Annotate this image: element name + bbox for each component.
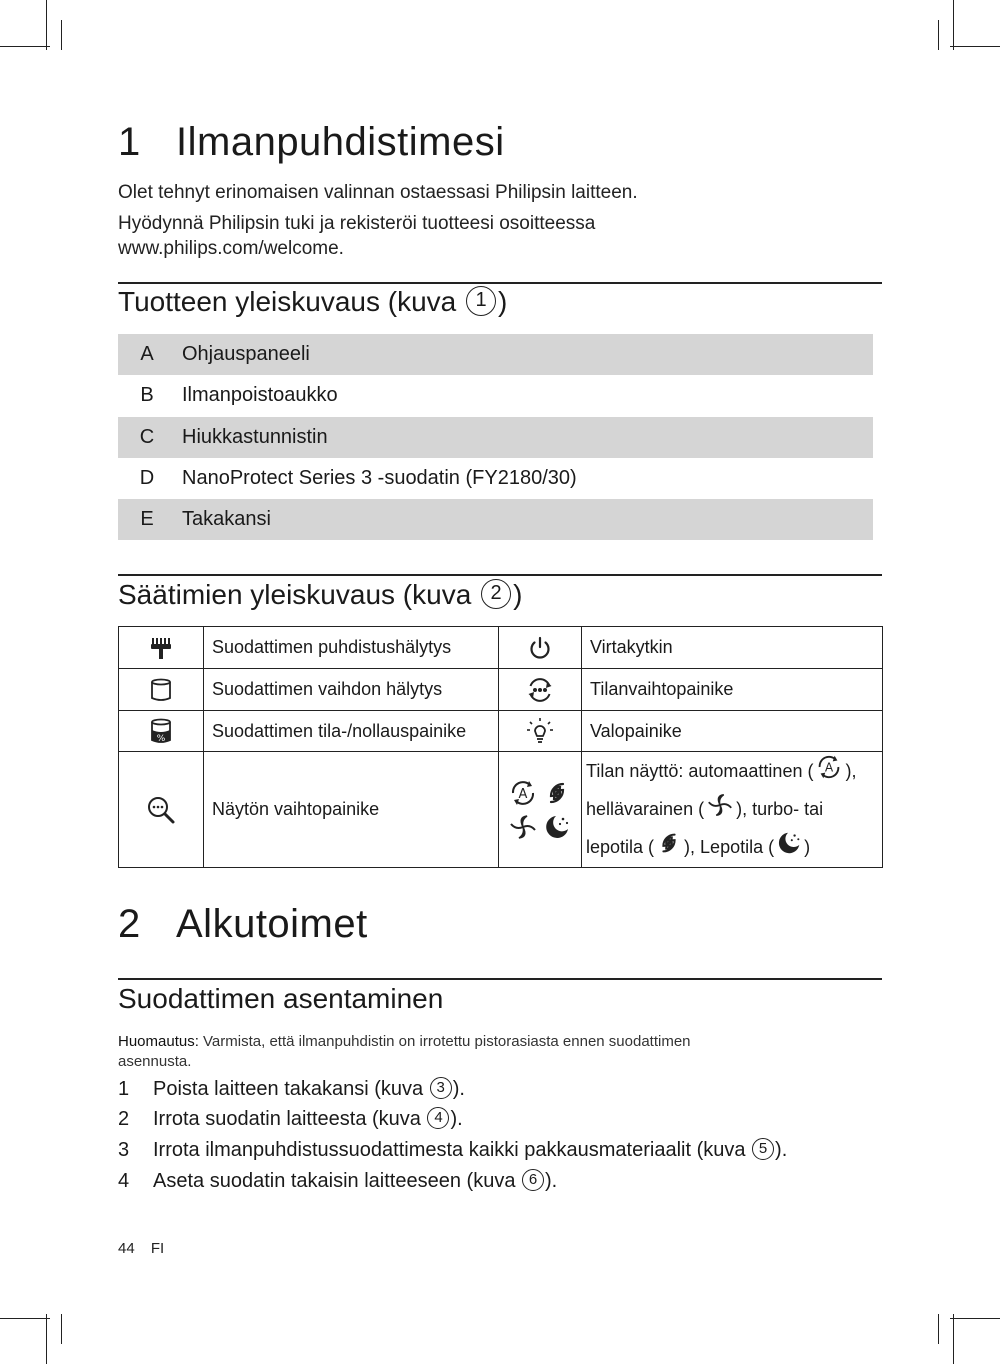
step-text: Aseta suodatin takaisin laitteeseen (kuva xyxy=(153,1170,521,1192)
controls-row xyxy=(119,711,883,752)
step-text: Irrota suodatin laitteesta (kuva xyxy=(153,1108,427,1130)
heading-text: Tuotteen yleiskuvaus (kuva xyxy=(118,286,457,317)
filter-replacement-alert-icon xyxy=(119,669,204,711)
auto-mode-icon xyxy=(508,778,538,808)
step-text: ). xyxy=(452,1078,465,1100)
svg-text:%: % xyxy=(156,734,166,744)
figure-number: 3 xyxy=(430,1077,452,1099)
section-divider xyxy=(118,978,882,980)
item-label: Ilmanpoistoaukko xyxy=(182,384,338,406)
controls-row xyxy=(119,752,883,868)
intro-line: Hyödynnä Philipsin tuki ja rekisteröi tuotteesi osoitteessa xyxy=(118,213,596,234)
item-letter: A xyxy=(140,343,154,365)
note-text: asennusta. xyxy=(118,1053,192,1070)
mode-text: hellävarainen ( xyxy=(586,798,705,819)
figure-number: 6 xyxy=(522,1169,544,1191)
figure-number: 1 xyxy=(466,286,496,316)
note-text: Varmista, että ilmanpuhdistin on irrotettu pistorasiasta ennen suodattimen xyxy=(198,1033,691,1050)
control-label: Suodattimen tila-/nollauspainike xyxy=(204,711,499,752)
item-label: NanoProtect Series 3 -suodatin (FY2180/30) xyxy=(182,467,577,489)
section-title: Ilmanpuhdistimesi xyxy=(176,120,505,164)
step-text: ). xyxy=(450,1108,463,1130)
step-number: 2 xyxy=(118,1108,130,1130)
overview-row xyxy=(118,375,873,416)
page-number: 44 xyxy=(118,1240,135,1257)
mode-display-description xyxy=(582,752,883,868)
control-label: Valopainike xyxy=(582,711,883,752)
sleep-mode-icon xyxy=(774,829,804,867)
turbo-mode-icon xyxy=(542,778,572,808)
language-code: FI xyxy=(150,1240,165,1257)
intro-paragraph xyxy=(118,180,638,261)
mode-icons-group xyxy=(499,752,582,868)
auto-letter: A xyxy=(518,786,528,802)
heading-text: ) xyxy=(498,286,508,317)
mode-text: ), Lepotila ( xyxy=(684,836,775,857)
mode-text: Tilan näyttö: automaattinen ( xyxy=(586,760,814,781)
controls-row xyxy=(119,627,883,669)
overview-row xyxy=(118,417,873,458)
filter-status-reset-icon xyxy=(119,711,204,752)
control-label: Näytön vaihtopainike xyxy=(204,752,499,868)
control-label: Suodattimen vaihdon hälytys xyxy=(204,669,499,711)
page-footer xyxy=(118,1240,164,1257)
controls-row xyxy=(119,669,883,711)
control-label: Suodattimen puhdistushälytys xyxy=(204,627,499,669)
website-link[interactable]: www.philips.com/welcome. xyxy=(118,238,344,259)
control-label: Virtakytkin xyxy=(582,627,883,669)
gentle-mode-icon xyxy=(704,791,736,829)
overview-row xyxy=(118,334,873,375)
step-text: Irrota ilmanpuhdistussuodattimesta kaikki pakkausmateriaalit (kuva xyxy=(153,1139,752,1161)
power-icon xyxy=(499,627,582,669)
section-title: Alkutoimet xyxy=(176,902,368,946)
overview-row xyxy=(118,458,873,499)
item-letter: B xyxy=(140,384,154,406)
mode-text: ) xyxy=(804,836,811,857)
step-number: 3 xyxy=(118,1139,130,1161)
heading-text: ) xyxy=(513,579,523,610)
section-divider xyxy=(118,574,882,576)
figure-number: 2 xyxy=(481,579,511,609)
intro-line: Olet tehnyt erinomaisen valinnan ostaessasi Philipsin laitteen. xyxy=(118,182,638,203)
filter-install-heading: Suodattimen asentaminen xyxy=(118,983,444,1014)
section-number: 2 xyxy=(118,902,141,946)
section-divider xyxy=(118,282,882,284)
turbo-mode-icon xyxy=(654,829,684,867)
product-overview-heading xyxy=(118,286,507,319)
mode-text: ), turbo- tai xyxy=(736,798,824,819)
heading-text: Säätimien yleiskuvaus (kuva xyxy=(118,579,472,610)
item-label: Ohjauspaneeli xyxy=(182,343,310,365)
item-letter: C xyxy=(139,426,155,448)
control-label: Tilanvaihtopainike xyxy=(582,669,883,711)
item-label: Hiukkastunnistin xyxy=(182,426,328,448)
item-letter: D xyxy=(139,467,155,489)
gentle-mode-icon xyxy=(508,812,538,842)
step-number: 4 xyxy=(118,1170,130,1192)
figure-number: 4 xyxy=(427,1107,449,1129)
sleep-mode-icon xyxy=(542,812,572,842)
controls-overview-heading xyxy=(118,579,522,612)
note-paragraph xyxy=(118,1032,838,1072)
mode-switch-icon xyxy=(499,669,582,711)
mode-text: ), xyxy=(845,760,857,781)
step-text: ). xyxy=(775,1139,788,1161)
step-number: 1 xyxy=(118,1078,130,1100)
step-text: Poista laitteen takakansi (kuva xyxy=(153,1078,429,1100)
light-bulb-icon xyxy=(499,711,582,752)
auto-mode-icon xyxy=(813,753,845,791)
auto-letter: A xyxy=(825,760,834,775)
item-letter: E xyxy=(140,508,154,530)
overview-row xyxy=(118,499,873,540)
note-label: Huomautus: xyxy=(118,1033,199,1050)
step-text: ). xyxy=(545,1170,558,1192)
item-label: Takakansi xyxy=(182,508,271,530)
mode-text: lepotila ( xyxy=(586,836,655,857)
display-switch-icon xyxy=(119,752,204,868)
figure-number: 5 xyxy=(752,1138,774,1160)
filter-cleaning-alert-icon xyxy=(119,627,204,669)
section-number: 1 xyxy=(118,120,141,164)
section-2-heading xyxy=(118,902,368,947)
section-1-heading xyxy=(118,120,505,165)
controls-table xyxy=(118,626,883,868)
